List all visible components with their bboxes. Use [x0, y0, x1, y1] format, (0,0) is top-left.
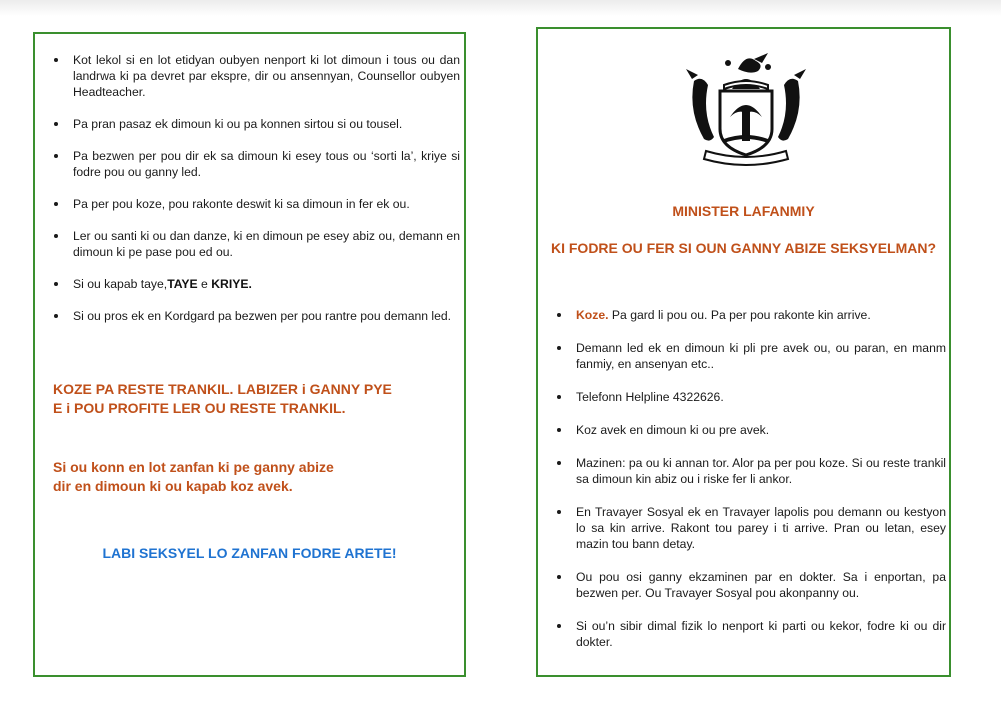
- bullet-icon: [54, 234, 58, 238]
- list-item: Pa pran pasaz ek dimoun ki ou pa konnen sirtou si ou tousel.: [73, 116, 460, 132]
- list-item: Si ou’n sibir dimal fizik lo nenport ki parti ou kekor, fodre ki ou dir dokter.: [576, 618, 946, 650]
- right-bullet-list: [576, 307, 946, 667]
- coat-of-arms-icon: [684, 51, 808, 166]
- left-page-panel: [33, 32, 466, 677]
- list-item: Mazinen: pa ou ki annan tor. Alor pa per pou koze. Si ou reste trankil sa dimoun kin abiz ou i riske fer li ankor.: [576, 455, 946, 487]
- bullet-icon: [557, 313, 561, 317]
- list-item: Si ou kapab taye,TAYE e KRIYE.: [73, 276, 460, 292]
- list-item: Demann led ek en dimoun ki pli pre avek ou, ou paran, en manm fanmiy, en ansenyan etc..: [576, 340, 946, 372]
- report-advice-heading: Si ou konn en lot zanfan ki pe ganny abize dir en dimoun ki ou kapab koz avek.: [53, 459, 334, 494]
- list-item: En Travayer Sosyal ek en Travayer lapolis pou demann ou kestyon lo sa kin arrive. Rakont tou parey i ti arrive. Pran ou letan, esey mazin tou bann detay.: [576, 504, 946, 552]
- list-item: Telefonn Helpline 4322626.: [576, 389, 946, 405]
- list-item: Pa bezwen per pou dir ek sa dimoun ki esey tous ou ‘sorti la’, kriye si fodre pou ou ganny led.: [73, 148, 460, 180]
- list-item: Koz avek en dimoun ki ou pre avek.: [576, 422, 946, 438]
- bullet-icon: [557, 428, 561, 432]
- slogan-heading: LABI SEKSYEL LO ZANFAN FODRE ARETE!: [102, 545, 397, 561]
- bullet-icon: [557, 575, 561, 579]
- bullet-icon: [557, 624, 561, 628]
- list-item: Ler ou santi ki ou dan danze, ki en dimoun pe esey abiz ou, demann en dimoun ki pe pase pou ed ou.: [73, 228, 460, 260]
- bullet-icon: [54, 282, 58, 286]
- list-item: Si ou pros ek en Kordgard pa bezwen per pou rantre pou demann led.: [73, 308, 460, 324]
- ministry-title: MINISTER LAFANMIY: [672, 203, 815, 219]
- bullet-icon: [557, 461, 561, 465]
- bullet-icon: [557, 510, 561, 514]
- bullet-icon: [54, 314, 58, 318]
- bullet-icon: [557, 346, 561, 350]
- list-item: Koze. Pa gard li pou ou. Pa per pou rakonte kin arrive.: [576, 307, 946, 323]
- bullet-icon: [54, 154, 58, 158]
- bullet-icon: [54, 58, 58, 62]
- list-item: Kot lekol si en lot etidyan oubyen nenport ki lot dimoun i tous ou dan landrwa ki pa devret par ekspre, dir ou ansennyan, Counsellor oubyen Headteacher.: [73, 52, 460, 100]
- list-item: Ou pou osi ganny ekzaminen par en dokter. Sa i enportan, pa bezwen per. Ou Travayer Sosyal pou akonpanny ou.: [576, 569, 946, 601]
- bullet-icon: [557, 395, 561, 399]
- bullet-icon: [54, 202, 58, 206]
- list-item: Pa per pou koze, pou rakonte deswit ki sa dimoun in fer ek ou.: [73, 196, 460, 212]
- left-bullet-list: [73, 52, 460, 340]
- main-question-heading: KI FODRE OU FER SI OUN GANNY ABIZE SEKSYELMAN?: [550, 240, 937, 256]
- right-page-panel: [536, 27, 951, 677]
- warning-heading: KOZE PA RESTE TRANKIL. LABIZER i GANNY PYE E i POU PROFITE LER OU RESTE TRANKIL.: [53, 381, 392, 416]
- bullet-icon: [54, 122, 58, 126]
